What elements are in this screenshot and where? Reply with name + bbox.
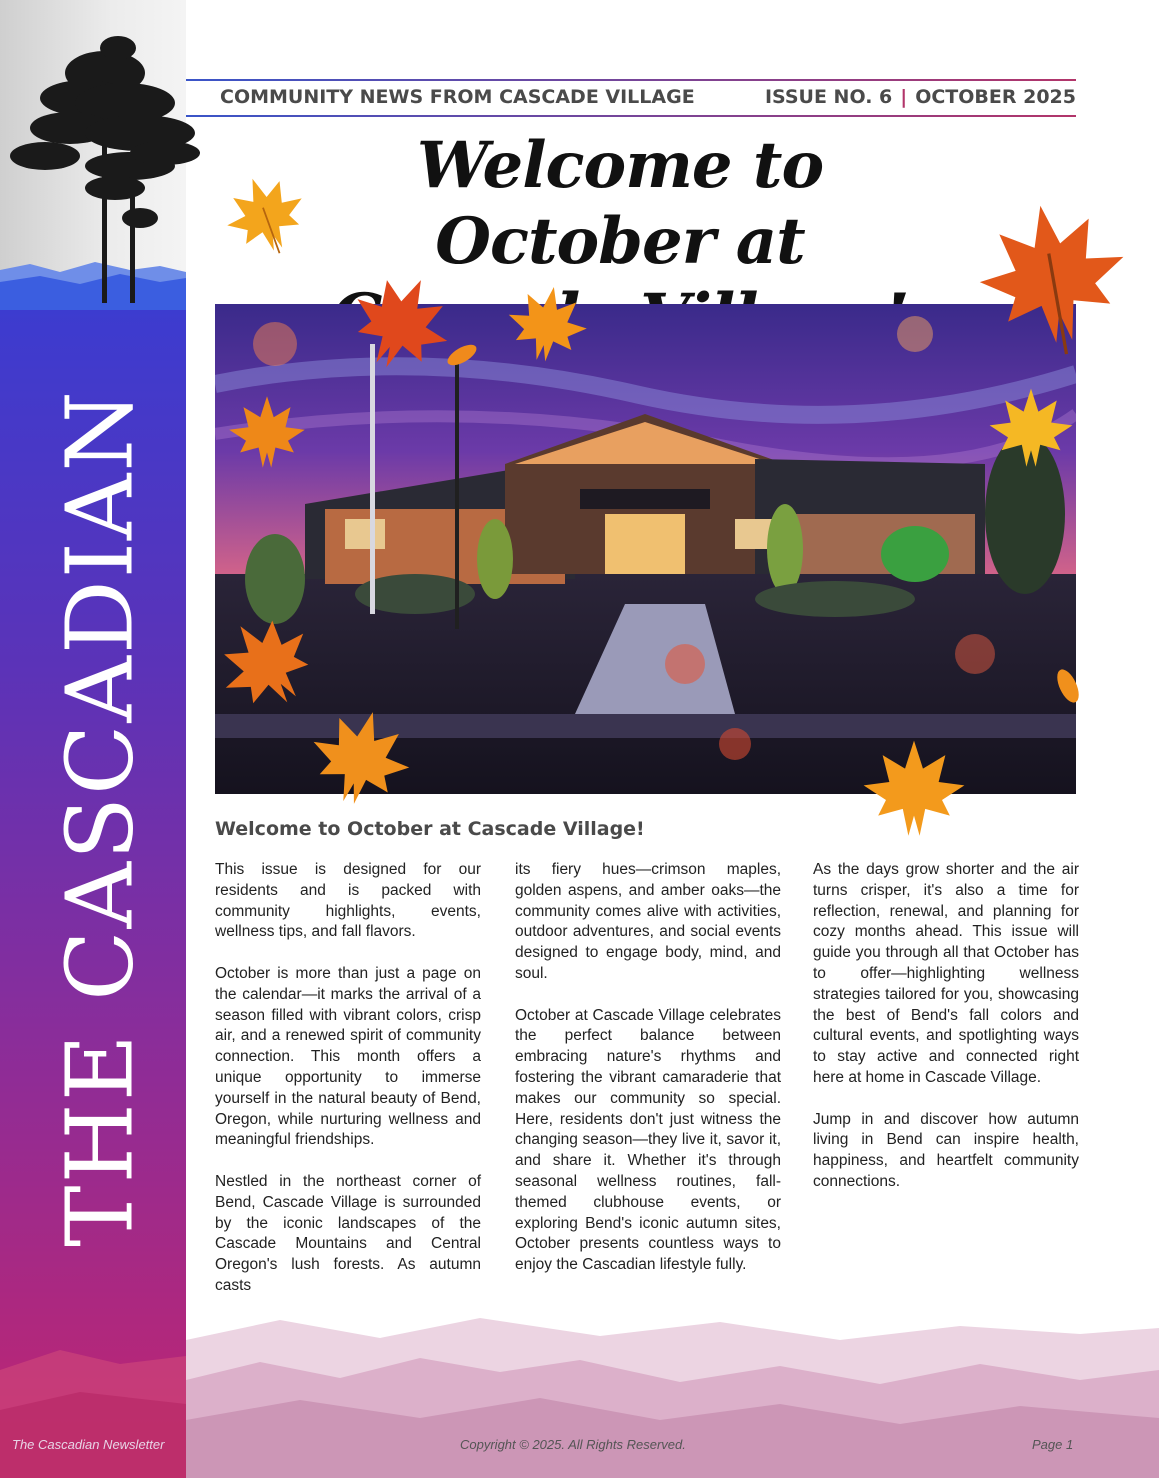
- header-rule-bottom: [186, 115, 1076, 117]
- paragraph: Nestled in the northeast corner of Bend, Cascade Village is surrounded by the iconic landscapes of the Cascade Mountains and Central Oregon's lush forests. As autumn casts: [215, 1172, 481, 1294]
- maple-leaf-icon: [305, 705, 415, 815]
- header-rule-top: [186, 79, 1076, 81]
- maple-leaf-icon: [222, 168, 310, 264]
- article-heading: Welcome to October at Cascade Village!: [215, 818, 645, 840]
- header: [220, 86, 1076, 114]
- paragraph: its fiery hues—crimson maples, golden aspens, and amber oaks—the community comes alive with activities, outdoor adventures, and social events designed to engage body, mind, and soul.: [515, 861, 781, 982]
- maple-leaf-icon: [444, 340, 480, 370]
- paragraph: October is more than just a page on the calendar—it marks the arrival of a season filled with vibrant colors, crisp air, and a renewed spirit of community connection. This month offers a unique opportunity to immerse yourself in the natural beauty of Bend, Oregon, while nurturing wellness and meaningful friendships.: [215, 964, 481, 1149]
- maple-leaf-icon: [848, 735, 980, 847]
- issue-date: OCTOBER 2025: [915, 86, 1076, 108]
- paragraph: October at Cascade Village celebrates the perfect balance between embracing nature's rhythms and fostering the vibrant camaraderie that makes our community so special. Here, residents don't just witness the changing season—they live it, savor it, and share it. Whether it's through seasonal wellness routines, fall-themed clubhouse events, or exploring Bend's iconic autumn sites, October presents countless ways to enjoy the Cascadian lifestyle fully.: [515, 1006, 781, 1274]
- article-column-1: [215, 860, 481, 1318]
- maple-leaf-icon: [972, 190, 1134, 365]
- maple-leaf-icon: [340, 270, 460, 380]
- footer-page-number: Page 1: [1032, 1437, 1074, 1452]
- maple-leaf-icon: [985, 365, 1077, 495]
- paragraph: Jump in and discover how autumn living in Bend can inspire health, happiness, and heartfelt community connections.: [813, 1110, 1079, 1190]
- tree-logo-icon: [0, 28, 205, 303]
- header-tagline: COMMUNITY NEWS FROM CASCADE VILLAGE: [220, 86, 695, 108]
- footer-copyright: Copyright © 2025. All Rights Reserved.: [460, 1437, 686, 1452]
- maple-leaf-icon: [1052, 665, 1084, 707]
- article-column-3: [813, 860, 1079, 1214]
- issue-number: ISSUE NO. 6: [764, 86, 893, 108]
- maple-leaf-icon: [492, 282, 602, 370]
- footer-newsletter-name: The Cascadian Newsletter: [12, 1437, 165, 1452]
- article-column-2: [515, 860, 781, 1297]
- paragraph: As the days grow shorter and the air turns crisper, it's also a time for reflection, renewal, and planning for cozy months ahead. This issue will guide you through all that October has to offer—highlighting wellness strategies tailored for you, showcasing the best of Bend's fall colors and cultural events, and spotlighting ways to stay active and connected right here at home in Cascade Village.: [813, 861, 1079, 1086]
- maple-leaf-icon: [225, 392, 309, 476]
- sidebar-title: THE CASCADIAN: [46, 389, 154, 1247]
- paragraph: This issue is designed for our residents and is packed with community highlights, events, wellness tips, and fall flavors.: [215, 861, 481, 941]
- header-separator: |: [900, 86, 908, 108]
- title-line-1: Welcome to October at: [416, 128, 824, 279]
- header-issue: [765, 86, 1076, 108]
